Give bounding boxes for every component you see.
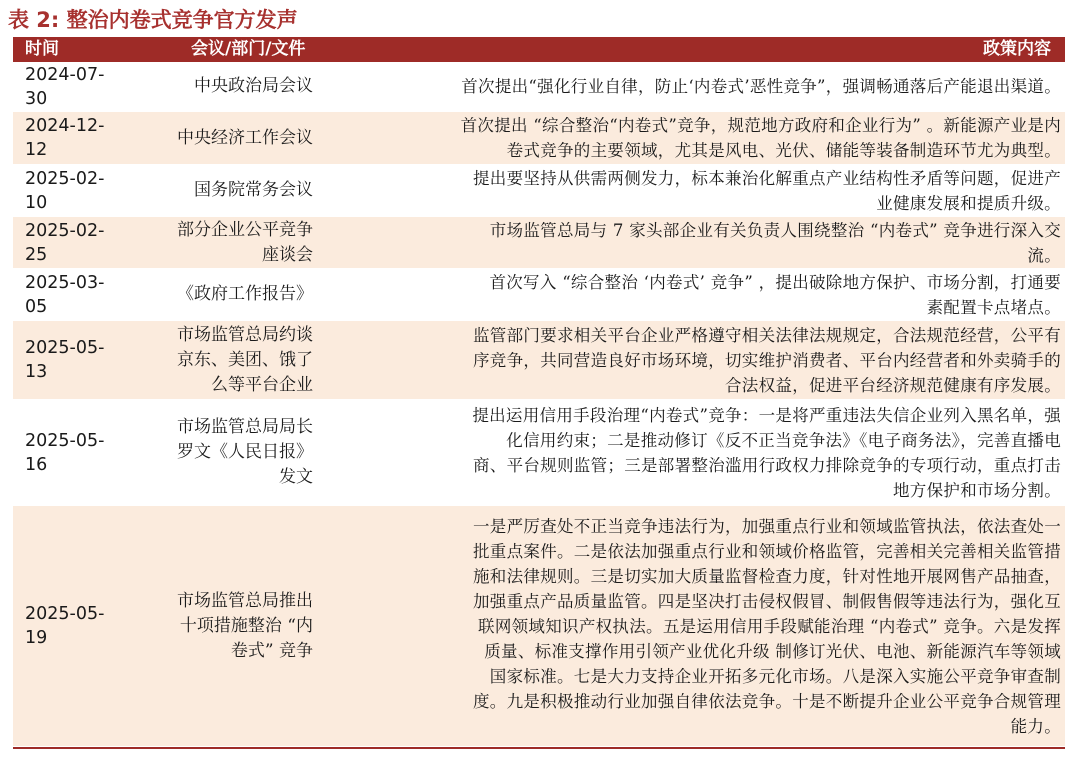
row-meeting: 《政府工作报告》 — [177, 284, 313, 304]
table-row — [13, 321, 1065, 400]
row-date: 2024-12- 12 — [25, 116, 105, 160]
row-policy: 一是严厉查处不正当竞争违法行为，加强重点行业和领域监管执法，依法查处一 批重点案件。二是依法加强重点行业和领域价格监管，完善相关完善相关监管措 施和法律规则。三是切实加大质量监督检查力度，针对性地开展网售产品抽查， 加强重点产品质量监管。四是坚决打击侵权假冒、制假售假等违法行为，强化互 联网领域知识产权执法。五是运用信用手段赋能治理 “内卷式” 竞争。六是发挥 质量、标准支撑作用引领产业优化升级 制修订光伏、电池、新能源汽车等领域 国家标准。七是大力支持企业开拓多元化市场。八是深入实施公平竞争审查制 度。九是积极推动行业加强自律依法竞争。十是不断提升企业公平竞争合规管理 能力。 — [473, 516, 1061, 736]
column-header-time: 时间 — [25, 39, 59, 59]
table-row — [13, 62, 1065, 112]
table-bottom-rule — [13, 747, 1065, 749]
row-policy: 监管部门要求相关平台企业严格遵守相关法律法规规定，合法规范经营，公平有 序竞争，共同营造良好市场环境，切实维护消费者、平台内经营者和外卖骑手的 合法权益，促进平台经济规范健康有序发展。 — [473, 325, 1061, 395]
table-row — [13, 112, 1065, 165]
row-date: 2025-05- 13 — [25, 338, 105, 382]
row-meeting: 市场监管总局推出 十项措施整治 “内 卷式” 竞争 — [177, 590, 313, 661]
row-date: 2025-02- 10 — [25, 168, 105, 213]
row-meeting: 中央政治局会议 — [194, 76, 313, 96]
table-row — [13, 269, 1065, 321]
table-title: 表 2: 整治内卷式竞争官方发声 — [8, 8, 298, 32]
row-policy: 首次提出 “综合整治“内卷式”竞争，规范地方政府和企业行为” 。新能源产业是内 卷式竞争的主要领域，尤其是风电、光伏、储能等装备制造环节尤为典型。 — [460, 116, 1061, 160]
row-meeting: 中央经济工作会议 — [177, 127, 313, 148]
row-policy: 提出运用信用手段治理“内卷式”竞争：一是将严重违法失信企业列入黑名单，强 化信用约束；二是推动修订《反不正当竞争法》《电子商务法》，完善直播电 商、平台规则监管；三是部署整治滥用行政权力排除竞争的专项行动，重点打击 地方保护和市场分割。 — [472, 405, 1061, 500]
row-policy: 首次写入 “综合整治 ‘内卷式’ 竞争” ，提出破除地方保护、市场分割，打通要 素配置卡点堵点。 — [489, 272, 1061, 317]
row-date: 2025-05- 19 — [25, 604, 105, 648]
table-header — [13, 37, 1065, 62]
row-date: 2025-05- 16 — [25, 430, 105, 475]
row-policy: 市场监管总局与 7 家头部企业有关负责人围绕整治 “内卷式” 竞争进行深入交 流。 — [489, 220, 1061, 265]
column-header-policy: 政策内容 — [983, 39, 1051, 59]
row-meeting: 国务院常务会议 — [194, 180, 313, 200]
row-meeting: 市场监管总局约谈 京东、美团、饿了 么等平台企业 — [177, 324, 313, 395]
column-header-meeting: 会议/部门/文件 — [191, 39, 306, 59]
row-policy: 提出要坚持从供需两侧发力，标本兼治化解重点产业结构性矛盾等问题，促进产 业健康发展和提质升级。 — [473, 168, 1061, 213]
table-row — [13, 400, 1065, 506]
table-row — [13, 165, 1065, 217]
row-date: 2024-07- 30 — [25, 64, 105, 109]
row-date: 2025-03- 05 — [25, 272, 105, 317]
row-meeting: 市场监管总局局长 罗文《人民日报》 发文 — [177, 417, 313, 487]
row-meeting: 部分企业公平竞争 座谈会 — [177, 219, 313, 265]
row-date: 2025-02- 25 — [25, 220, 105, 265]
table-row — [13, 217, 1065, 269]
row-policy: 首次提出“强化行业自律，防止‘内卷式’恶性竞争”，强调畅通落后产能退出渠道。 — [461, 77, 1061, 96]
table-row — [13, 506, 1065, 747]
